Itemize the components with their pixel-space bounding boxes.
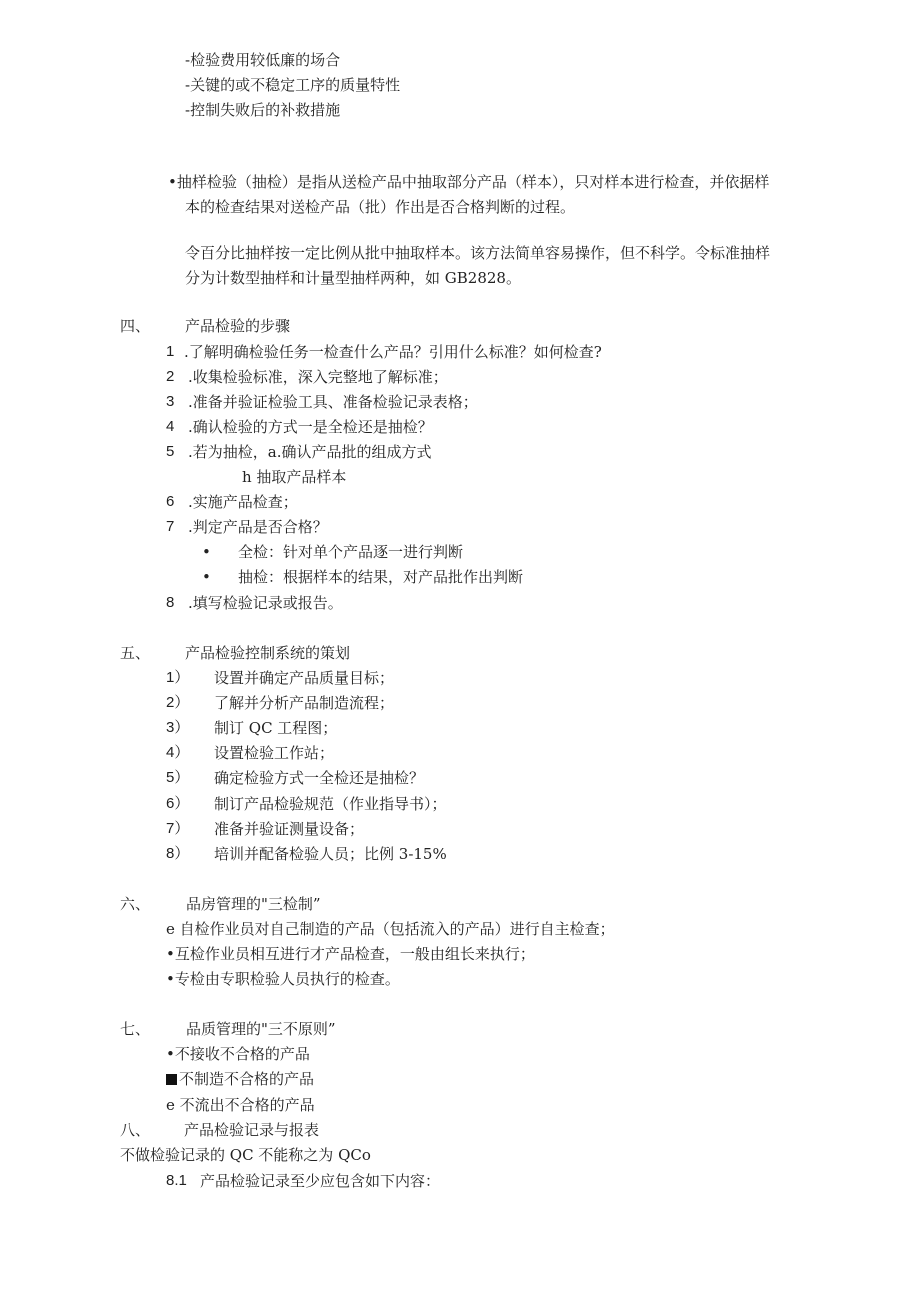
section-7-number: 七、 [120,1020,151,1038]
section-4-title: 产品检验的步骤 [185,317,291,335]
item-text: 制订产品检验规范（作业指导书）； [214,795,447,813]
square-bullet-icon [166,1074,177,1085]
step-number: 8 [166,594,175,611]
step-text: .了解明确检验任务一检查什么产品？引用什么标准？如何检查? [184,343,602,361]
section-5-title: 产品检验控制系统的策划 [185,644,351,662]
step-text: .确认检验的方式一是全检还是抽检？ [188,418,433,436]
section-8-number: 八、 [120,1121,151,1139]
list-item: •不接收不合格的产品 [166,1045,310,1063]
item-number: 6） [166,795,190,812]
step-number: 2 [166,368,175,385]
step-subitem: 抽检：根据样本的结果，对产品批作出判断 [238,568,524,586]
item-text: 准备并验证测量设备； [214,820,365,838]
step-text: .若为抽检，a.确认产品批的组成方式 [188,443,432,461]
list-item-text: 不制造不合格的产品 [179,1070,315,1088]
step-number: 5 [166,443,175,460]
section-7-title: 品质管理的"三不原则” [186,1020,336,1038]
item-text: 确定检验方式一全检还是抽检？ [214,769,425,787]
item-number: 3） [166,719,190,736]
item-number: 2） [166,694,190,711]
step-text: .判定产品是否合格？ [188,518,328,536]
item-number: 1） [166,669,190,686]
section-6-title: 品房管理的"三检制” [186,895,321,913]
section-8-text: 不做检验记录的 QC 不能称之为 QCo [120,1146,371,1164]
bullet-icon: • [202,543,211,561]
item-number: 5） [166,769,190,786]
intro-item: -检验费用较低廉的场合 [185,51,341,69]
step-subitem: h 抽取产品样本 [242,468,347,486]
step-subitem: 全检：针对单个产品逐一进行判断 [238,543,464,561]
list-item: e 自检作业员对自己制造的产品（包括流入的产品）进行自主检查； [166,920,615,938]
item-text: 培训并配备检验人员；比例 3-15% [214,845,447,863]
section-8-title: 产品检验记录与报表 [184,1121,320,1139]
subsection-number: 8.1 [166,1172,187,1189]
step-number: 6 [166,493,175,510]
step-text: .实施产品检查； [188,493,298,511]
item-number: 8） [166,845,190,862]
step-number: 7 [166,518,175,535]
item-text: 设置检验工作站； [214,744,335,762]
list-item [166,1070,314,1088]
bullet-icon: • [202,568,211,586]
item-number: 4） [166,744,190,761]
list-item: •专检由专职检验人员执行的检查。 [166,970,400,988]
step-number: 4 [166,418,175,435]
intro-item: -关键的或不稳定工序的质量特性 [185,76,401,94]
sampling-paragraph-line: 分为计数型抽样和计量型抽样两种，如 GB2828。 [185,269,521,287]
sampling-paragraph-line: 本的检查结果对送检产品（批）作出是否合格判断的过程。 [185,198,576,216]
item-text: 制订 QC 工程图； [214,719,338,737]
item-number: 7） [166,820,190,837]
sampling-paragraph-line: •抽样检验（抽检）是指从送检产品中抽取部分产品（样本），只对样本进行检查，并依据样 [168,173,770,191]
list-item: •互检作业员相互进行才产品检查，一般由组长来执行； [166,945,535,963]
item-text: 设置并确定产品质量目标； [214,669,395,687]
sampling-paragraph-line: 令百分比抽样按一定比例从批中抽取样本。该方法简单容易操作，但不科学。令标准抽样 [185,244,771,262]
section-6-number: 六、 [120,895,151,913]
step-number: 1 [166,343,175,360]
list-item: e 不流出不合格的产品 [166,1096,315,1114]
step-number: 3 [166,393,175,410]
subsection-text: 产品检验记录至少应包含如下内容： [200,1172,441,1190]
step-text: .准备并验证检验工具、准备检验记录表格； [188,393,478,411]
section-5-number: 五、 [120,644,151,662]
step-text: .填写检验记录或报告。 [188,594,343,612]
intro-item: -控制失败后的补救措施 [185,101,341,119]
step-text: .收集检验标准，深入完整地了解标准； [188,368,448,386]
item-text: 了解并分析产品制造流程； [214,694,395,712]
section-4-number: 四、 [120,317,151,335]
